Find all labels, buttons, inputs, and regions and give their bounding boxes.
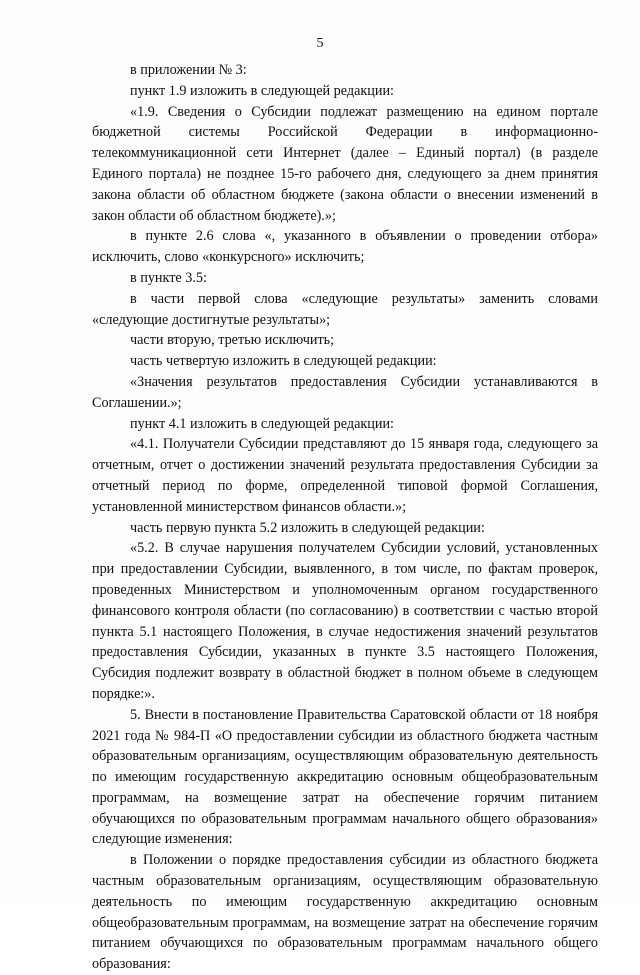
paragraph: в пункте 3.5:: [130, 269, 207, 286]
paragraph: «5.2. В случае нарушения получателем Субсидии условий, установленных при предоставлении Субсидии, выявленного, в том числе, по фактам проверок, проведенных Министерством и уполномоченным органом государственного финансового контроля области (по согласованию) в соответствии с частью второй пункта 5.1 настоящего Положения, в случае недостижения значений результатов предоставления Субсидии, указанных в пункте 3.5 настоящего Положения, Субсидия подлежит возврату в областной бюджет в полном объеме в следующем порядке:».: [92, 540, 598, 702]
paragraph: «4.1. Получатели Субсидии представляют до 15 января года, следующего за отчетным, отчет о достижении значений результата предоставления Субсидии за отчетный период по форме, определенной типовой формой Соглашения, установленной министерством финансов области.»;: [92, 436, 598, 515]
paragraph: в пункте 2.6 слова «, указанного в объявлении о проведении отбора» исключить, слово «конкурсного» исключить;: [92, 228, 598, 266]
document-body: [92, 60, 598, 975]
paragraph: пункт 4.1 изложить в следующей редакции:: [130, 415, 394, 432]
paragraph: часть первую пункта 5.2 изложить в следующей редакции:: [130, 519, 485, 536]
paragraph: в части первой слова «следующие результаты» заменить словами «следующие достигнутые результаты»;: [92, 290, 598, 328]
paragraph: в Положении о порядке предоставления субсидии из областного бюджета частным образовательным организациям, осуществляющим образовательную деятельность по имеющим государственную аккредитацию основным общеобразовательным программам, на возмещение затрат на обеспечение горячим питанием обучающихся по образовательным программам начального общего образования:: [92, 852, 598, 973]
paragraph: часть четвертую изложить в следующей редакции:: [130, 353, 437, 370]
paragraph: «1.9. Сведения о Субсидии подлежат размещению на едином портале бюджетной системы Российской Федерации в информационно-телекоммуникационной сети Интернет (далее – Единый портал) (в разделе Единого портала) не позднее 15-го рабочего дня, следующего за днем принятия закона области об областном бюджете (закона области о внесении изменений в закон области об областном бюджете).»;: [92, 103, 598, 224]
page-number: 5: [316, 36, 324, 51]
paragraph: части вторую, третью исключить;: [130, 332, 335, 349]
paragraph: 5. Внести в постановление Правительства Саратовской области от 18 ноября 2021 года № 984-П «О предоставлении субсидии из областного бюджета частным образовательным организациям, осуществляющим образовательную деятельность по имеющим государственную аккредитацию основным общеобразовательным программам, на возмещение затрат на обеспечение горячим питанием обучающихся по образовательным программам начального общего образования» следующие изменения:: [92, 706, 598, 848]
paragraph: в приложении № 3:: [130, 62, 247, 78]
paragraph: «Значения результатов предоставления Субсидии устанавливаются в Соглашении.»;: [92, 373, 598, 411]
paragraph: пункт 1.9 изложить в следующей редакции:: [130, 82, 394, 99]
